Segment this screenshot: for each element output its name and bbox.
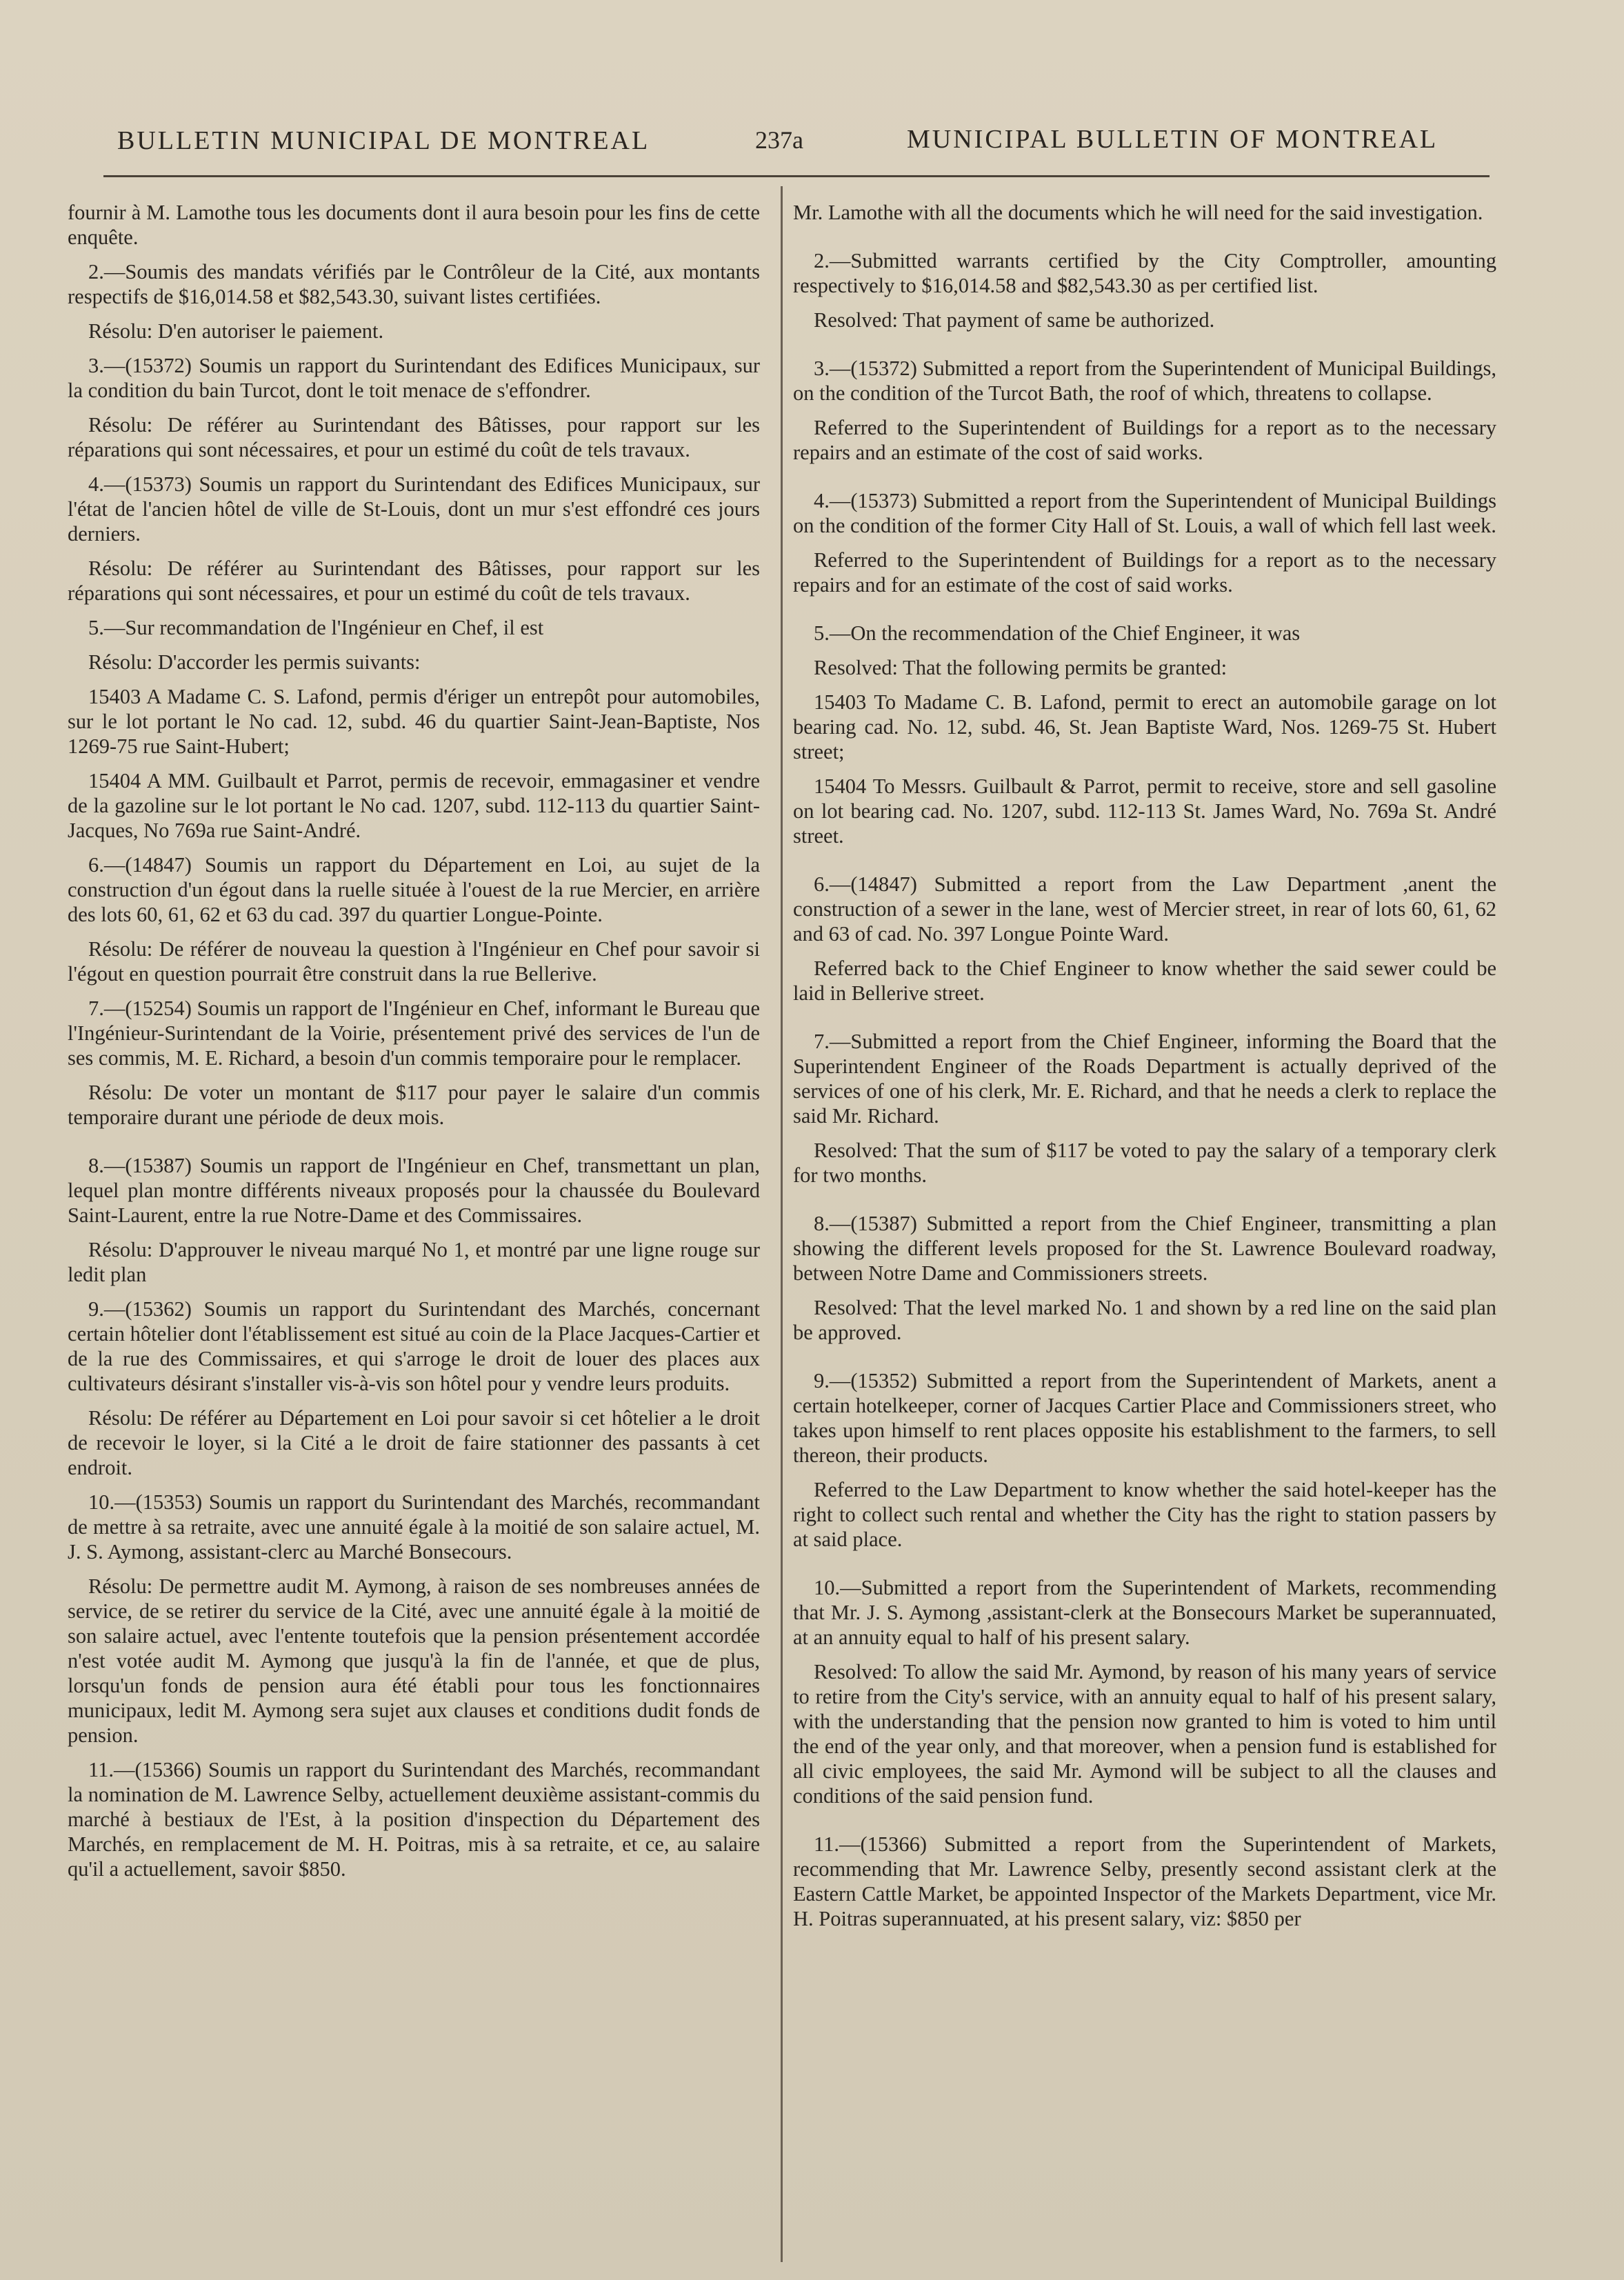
- fr-paragraph: 10.—(15353) Soumis un rapport du Surintendant des Marchés, recommandant de mettre à sa retraite, avec une annuité égale à la moitié de son salaire actuel, M. J. S. Aymong, assistant-clerc au Marché Bonsecours.: [68, 1490, 760, 1563]
- fr-paragraph: Résolu: D'accorder les permis suivants:: [88, 650, 421, 674]
- fr-paragraph: 15403 A Madame C. S. Lafond, permis d'ériger un entrepôt pour automobiles, sur le lot portant le No cad. 12, subd. 46 du quartier Saint-Jean-Baptiste, Nos 1269-75 rue Saint-Hubert;: [68, 685, 760, 758]
- en-paragraph: 10.—Submitted a report from the Superintendent of Markets, recommending that Mr. J. S. Aymong ,assistant-clerk at the Bonsecours Market be superannuated, at an annuity equal to half of his present salary.: [793, 1576, 1496, 1649]
- fr-paragraph: 3.—(15372) Soumis un rapport du Surintendant des Edifices Municipaux, sur la condition du bain Turcot, dont le toit menace de s'effondrer.: [68, 354, 760, 402]
- fr-paragraph: Résolu: De référer au Surintendant des Bâtisses, pour rapport sur les réparations qui sont nécessaires, et pour un estimé du coût de tels travaux.: [68, 557, 760, 605]
- fr-paragraph: Résolu: De référer de nouveau la question à l'Ingénieur en Chef pour savoir si l'égout en question pourrait être construit dans la rue Bellerive.: [68, 937, 760, 986]
- en-paragraph: 6.—(14847) Submitted a report from the Law Department ,anent the construction of a sewer in the lane, west of Mercier street, in rear of lots 60, 61, 62 and 63 of cad. No. 397 Longue Pointe Ward.: [793, 872, 1496, 946]
- english-column: [793, 200, 1496, 1941]
- en-paragraph: Resolved: That the following permits be granted:: [814, 656, 1227, 679]
- fr-paragraph: Résolu: De permettre audit M. Aymong, à raison de ses nombreuses années de service, de se retirer du service de la Cité, avec une annuité égale à la moitié de son salaire actuel, avec l'entente toutefois que la pension présentement accordée n'est votée audit M. Aymong que jusqu'à la fin de l'année, et que de plus, lorsqu'un fonds de pension aura été établi pour tous les fonctionnaires municipaux, ledit M. Aymong sera sujet aux clauses et conditions dudit fonds de pension.: [68, 1574, 760, 1747]
- fr-paragraph: Résolu: D'en autoriser le paiement.: [88, 319, 384, 343]
- en-paragraph: 3.—(15372) Submitted a report from the Superintendent of Municipal Buildings, on the condition of the Turcot Bath, the roof of which, threatens to collapse.: [793, 357, 1496, 405]
- french-column: [68, 200, 760, 1891]
- fr-paragraph: Résolu: De référer au Surintendant des Bâtisses, pour rapport sur les réparations qui sont nécessaires, et pour un estimé du coût de tels travaux.: [68, 413, 760, 461]
- fr-paragraph: 8.—(15387) Soumis un rapport de l'Ingénieur en Chef, transmettant un plan, lequel plan montre différents niveaux proposés pour la chaussée du Boulevard Saint-Laurent, entre la rue Notre-Dame et des Commissaires.: [68, 1154, 760, 1227]
- en-paragraph: Resolved: To allow the said Mr. Aymond, by reason of his many years of service to retire from the City's service, with an annuity equal to half of his present salary, with the understanding that the pension now granted to him is voted to him until the end of the year only, and that moreover, when a pension fund is established for all civic employees, the said Mr. Aymond will be subject to all the clauses and conditions of the said pension fund.: [793, 1660, 1496, 1808]
- en-paragraph: Referred to the Superintendent of Buildings for a report as to the necessary repairs and for an estimate of the cost of said works.: [793, 548, 1496, 597]
- fr-paragraph: 7.—(15254) Soumis un rapport de l'Ingénieur en Chef, informant le Bureau que l'Ingénieur-Surintendant de la Voirie, présentement privé des services de l'un de ses commis, M. E. Richard, a besoin d'un commis temporaire pour le remplacer.: [68, 997, 760, 1070]
- header-rule: [103, 175, 1490, 177]
- en-paragraph: Resolved: That the level marked No. 1 and shown by a red line on the said plan be approved.: [793, 1296, 1496, 1344]
- fr-paragraph: 15404 A MM. Guilbault et Parrot, permis de recevoir, emmagasiner et vendre de la gazoline sur le lot portant le No cad. 1207, subd. 112-113 du quartier Saint-Jacques, No 769a rue Saint-André.: [68, 769, 760, 842]
- en-paragraph: Referred to the Superintendent of Buildings for a report as to the necessary repairs and an estimate of the cost of said works.: [793, 416, 1496, 464]
- page-number: 237a: [755, 126, 803, 154]
- en-paragraph: 9.—(15352) Submitted a report from the Superintendent of Markets, anent a certain hotelkeeper, corner of Jacques Cartier Place and Commissioners street, who takes upon himself to rent places opposite his establishment to the farmers, to sell thereon, their products.: [793, 1369, 1496, 1467]
- en-paragraph: Mr. Lamothe with all the documents which he will need for the said investigation.: [793, 201, 1483, 224]
- en-paragraph: 7.—Submitted a report from the Chief Engineer, informing the Board that the Superintendent Engineer of the Roads Department is actually deprived of the services of one of his clerk, Mr. E. Richard, and that he needs a clerk to replace the said Mr. Richard.: [793, 1030, 1496, 1128]
- en-paragraph: 15404 To Messrs. Guilbault & Parrot, permit to receive, store and sell gasoline on lot bearing cad. No. 1207, subd. 112-113 St. James Ward, No. 769a St. André street.: [793, 774, 1496, 848]
- en-paragraph: 15403 To Madame C. B. Lafond, permit to erect an automobile garage on lot bearing cad. No. 12, subd. 46, St. Jean Baptiste Ward, Nos. 1269-75 St. Hubert street;: [793, 690, 1496, 763]
- en-paragraph: 5.—On the recommendation of the Chief Engineer, it was: [814, 621, 1301, 645]
- header-right-title: MUNICIPAL BULLETIN OF MONTREAL: [907, 125, 1438, 154]
- fr-paragraph: 9.—(15362) Soumis un rapport du Surintendant des Marchés, concernant certain hôtelier dont l'établissement est situé au coin de la Place Jacques-Cartier et de la rue des Commissaires, et qui s'arroge le droit de louer des places aux cultivateurs désirant s'installer vis-à-vis son hôtel pour y vendre leurs produits.: [68, 1297, 760, 1395]
- fr-paragraph: fournir à M. Lamothe tous les documents dont il aura besoin pour les fins de cette enquête.: [68, 201, 760, 249]
- column-divider: [781, 186, 783, 2262]
- fr-paragraph: Résolu: De référer au Département en Loi pour savoir si cet hôtelier a le droit de recevoir le loyer, si la Cité a le droit de faire stationner des passants à cet endroit.: [68, 1406, 760, 1479]
- en-paragraph: 2.—Submitted warrants certified by the City Comptroller, amounting respectively to $16,014.58 and $82,543.30 as per certified list.: [793, 249, 1496, 297]
- en-paragraph: Resolved: That the sum of $117 be voted to pay the salary of a temporary clerk for two months.: [793, 1139, 1496, 1187]
- header-left-title: BULLETIN MUNICIPAL DE MONTREAL: [117, 126, 650, 155]
- fr-paragraph: 6.—(14847) Soumis un rapport du Département en Loi, au sujet de la construction d'un égout dans la ruelle située à l'ouest de la rue Mercier, en arrière des lots 60, 61, 62 et 63 du cad. 397 du quartier Longue-Pointe.: [68, 853, 760, 926]
- en-paragraph: 4.—(15373) Submitted a report from the Superintendent of Municipal Buildings on the condition of the former City Hall of St. Louis, a wall of which fell last week.: [793, 489, 1496, 537]
- en-paragraph: Referred to the Law Department to know whether the said hotel-keeper has the right to collect such rental and whether the City has the right to station passers by at said place.: [793, 1478, 1496, 1551]
- en-paragraph: 11.—(15366) Submitted a report from the Superintendent of Markets, recommending that Mr. Lawrence Selby, presently second assistant clerk at the Eastern Cattle Market, be appointed Inspector of the Markets Department, vice Mr. H. Poitras superannuated, at his present salary, viz: $850 per: [793, 1832, 1496, 1930]
- fr-paragraph: 2.—Soumis des mandats vérifiés par le Contrôleur de la Cité, aux montants respectifs de $16,014.58 et $82,543.30, suivant listes certifiées.: [68, 260, 760, 308]
- en-paragraph: Resolved: That payment of same be authorized.: [814, 308, 1215, 332]
- fr-paragraph: Résolu: De voter un montant de $117 pour payer le salaire d'un commis temporaire durant une période de deux mois.: [68, 1081, 760, 1129]
- page-header: [110, 119, 1490, 160]
- en-paragraph: 8.—(15387) Submitted a report from the Chief Engineer, transmitting a plan showing the different levels proposed for the St. Lawrence Boulevard roadway, between Notre Dame and Commissioners streets.: [793, 1212, 1496, 1285]
- fr-paragraph: 5.—Sur recommandation de l'Ingénieur en Chef, il est: [88, 616, 544, 639]
- fr-paragraph: 11.—(15366) Soumis un rapport du Surintendant des Marchés, recommandant la nomination de M. Lawrence Selby, actuellement deuxième assistant-commis du marché à bestiaux de l'Est, à la position d'inspection du Département des Marchés, en remplacement de M. H. Poitras, mis à sa retraite, et ce, au salaire qu'il a actuellement, savoir $850.: [68, 1758, 760, 1881]
- fr-paragraph: Résolu: D'approuver le niveau marqué No 1, et montré par une ligne rouge sur ledit plan: [68, 1238, 760, 1286]
- en-paragraph: Referred back to the Chief Engineer to know whether the said sewer could be laid in Bellerive street.: [793, 957, 1496, 1005]
- fr-paragraph: 4.—(15373) Soumis un rapport du Surintendant des Edifices Municipaux, sur l'état de l'ancien hôtel de ville de St-Louis, dont un mur s'est effondré ces jours derniers.: [68, 472, 760, 546]
